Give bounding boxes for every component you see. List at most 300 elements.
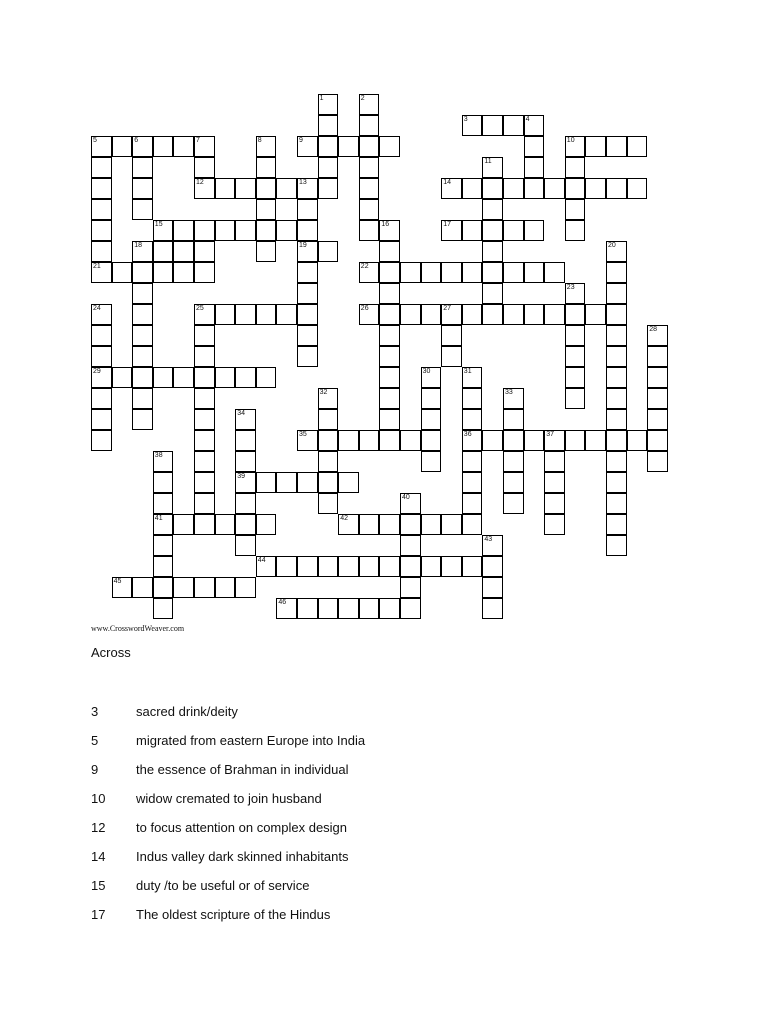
grid-cell bbox=[215, 577, 236, 598]
grid-cell bbox=[173, 367, 194, 388]
grid-cell bbox=[400, 535, 421, 556]
grid-cell bbox=[132, 136, 153, 157]
grid-cell bbox=[132, 283, 153, 304]
grid-cell bbox=[235, 430, 256, 451]
clue-number: 14 bbox=[91, 849, 106, 864]
grid-cell bbox=[400, 304, 421, 325]
grid-cell bbox=[379, 241, 400, 262]
grid-cell bbox=[379, 409, 400, 430]
grid-cell bbox=[112, 136, 133, 157]
grid-number: 9 bbox=[299, 137, 303, 144]
grid-cell bbox=[194, 367, 215, 388]
grid-cell bbox=[173, 262, 194, 283]
grid-cell bbox=[194, 241, 215, 262]
grid-cell bbox=[359, 514, 380, 535]
grid-cell bbox=[379, 304, 400, 325]
grid-cell bbox=[647, 388, 668, 409]
grid-cell bbox=[256, 472, 277, 493]
grid-cell bbox=[647, 409, 668, 430]
grid-cell bbox=[215, 220, 236, 241]
grid-cell bbox=[256, 136, 277, 157]
grid-cell bbox=[503, 451, 524, 472]
grid-cell bbox=[256, 556, 277, 577]
grid-cell bbox=[565, 304, 586, 325]
grid-cell bbox=[318, 409, 339, 430]
clue-number: 10 bbox=[91, 791, 106, 806]
grid-cell bbox=[132, 346, 153, 367]
grid-cell bbox=[421, 556, 442, 577]
grid-cell bbox=[359, 262, 380, 283]
grid-cell bbox=[503, 220, 524, 241]
grid-cell bbox=[462, 220, 483, 241]
grid-number: 40 bbox=[402, 494, 410, 501]
grid-cell bbox=[297, 598, 318, 619]
grid-cell bbox=[338, 556, 359, 577]
grid-cell bbox=[565, 178, 586, 199]
grid-cell bbox=[627, 430, 648, 451]
grid-cell bbox=[153, 535, 174, 556]
grid-number: 12 bbox=[196, 179, 204, 186]
grid-cell bbox=[318, 451, 339, 472]
grid-cell bbox=[606, 367, 627, 388]
grid-cell bbox=[544, 514, 565, 535]
grid-cell bbox=[91, 388, 112, 409]
grid-number: 8 bbox=[257, 137, 262, 144]
grid-cell bbox=[359, 430, 380, 451]
grid-number: 5 bbox=[93, 137, 97, 144]
grid-cell bbox=[276, 556, 297, 577]
grid-cell bbox=[318, 115, 339, 136]
grid-cell bbox=[462, 472, 483, 493]
grid-number: 25 bbox=[196, 305, 204, 312]
grid-cell bbox=[173, 577, 194, 598]
grid-number: 46 bbox=[278, 599, 287, 606]
grid-cell bbox=[379, 262, 400, 283]
grid-cell bbox=[544, 178, 565, 199]
grid-number: 29 bbox=[93, 368, 101, 375]
grid-cell bbox=[153, 493, 174, 514]
grid-number: 34 bbox=[237, 410, 245, 417]
grid-cell bbox=[524, 304, 545, 325]
grid-cell bbox=[153, 136, 174, 157]
grid-cell bbox=[379, 388, 400, 409]
grid-cell bbox=[215, 304, 236, 325]
grid-cell bbox=[194, 304, 215, 325]
grid-cell bbox=[297, 556, 318, 577]
grid-cell bbox=[565, 367, 586, 388]
grid-cell bbox=[482, 535, 503, 556]
grid-cell bbox=[91, 136, 112, 157]
grid-cell bbox=[91, 178, 112, 199]
grid-cell bbox=[400, 598, 421, 619]
grid-cell bbox=[194, 472, 215, 493]
grid-cell bbox=[606, 325, 627, 346]
grid-cell bbox=[276, 178, 297, 199]
grid-cell bbox=[524, 262, 545, 283]
grid-cell bbox=[482, 241, 503, 262]
grid-cell bbox=[194, 136, 215, 157]
grid-cell bbox=[235, 535, 256, 556]
grid-cell bbox=[359, 199, 380, 220]
grid-cell bbox=[503, 262, 524, 283]
grid-cell bbox=[544, 472, 565, 493]
grid-cell bbox=[421, 262, 442, 283]
grid-cell bbox=[256, 514, 277, 535]
grid-cell bbox=[606, 430, 627, 451]
grid-cell bbox=[132, 367, 153, 388]
grid-cell bbox=[235, 451, 256, 472]
grid-cell bbox=[91, 262, 112, 283]
grid-cell bbox=[482, 220, 503, 241]
grid-cell bbox=[297, 178, 318, 199]
grid-cell bbox=[235, 472, 256, 493]
clue-text: Indus valley dark skinned inhabitants bbox=[136, 849, 349, 864]
grid-cell bbox=[318, 157, 339, 178]
grid-cell bbox=[132, 577, 153, 598]
grid-cell bbox=[482, 157, 503, 178]
grid-cell bbox=[421, 388, 442, 409]
grid-cell bbox=[215, 178, 236, 199]
grid-cell bbox=[565, 325, 586, 346]
grid-cell bbox=[503, 178, 524, 199]
grid-cell bbox=[297, 472, 318, 493]
grid-cell bbox=[441, 220, 462, 241]
grid-cell bbox=[462, 367, 483, 388]
grid-cell bbox=[338, 514, 359, 535]
grid-cell bbox=[565, 430, 586, 451]
grid-number: 26 bbox=[360, 305, 369, 312]
grid-cell bbox=[359, 115, 380, 136]
grid-cell bbox=[153, 577, 174, 598]
grid-cell bbox=[524, 115, 545, 136]
grid-cell bbox=[318, 136, 339, 157]
grid-cell bbox=[462, 262, 483, 283]
grid-cell bbox=[297, 241, 318, 262]
grid-cell bbox=[400, 514, 421, 535]
grid-cell bbox=[482, 577, 503, 598]
grid-cell bbox=[503, 388, 524, 409]
grid-number: 17 bbox=[443, 221, 451, 228]
across-heading: Across bbox=[91, 645, 131, 660]
grid-cell bbox=[256, 178, 277, 199]
clue-text: sacred drink/deity bbox=[136, 704, 238, 719]
grid-cell bbox=[194, 388, 215, 409]
grid-cell bbox=[421, 304, 442, 325]
grid-number: 21 bbox=[93, 263, 101, 270]
grid-cell bbox=[132, 325, 153, 346]
grid-cell bbox=[338, 136, 359, 157]
grid-cell bbox=[565, 388, 586, 409]
grid-cell bbox=[503, 115, 524, 136]
grid-cell bbox=[482, 262, 503, 283]
grid-cell bbox=[441, 346, 462, 367]
grid-cell bbox=[544, 430, 565, 451]
grid-number: 23 bbox=[566, 284, 575, 291]
grid-cell bbox=[297, 262, 318, 283]
grid-number: 32 bbox=[319, 389, 328, 396]
grid-number: 39 bbox=[237, 473, 245, 480]
grid-cell bbox=[482, 598, 503, 619]
clue-text: to focus attention on complex design bbox=[136, 820, 348, 835]
grid-number: 11 bbox=[484, 158, 492, 165]
grid-cell bbox=[112, 367, 133, 388]
grid-cell bbox=[91, 241, 112, 262]
grid-cell bbox=[256, 157, 277, 178]
grid-cell bbox=[173, 241, 194, 262]
grid-cell bbox=[297, 325, 318, 346]
grid-cell bbox=[194, 451, 215, 472]
grid-cell bbox=[318, 472, 339, 493]
grid-cell bbox=[359, 157, 380, 178]
grid-number: 43 bbox=[484, 536, 493, 543]
grid-number: 28 bbox=[649, 326, 657, 333]
grid-cell bbox=[194, 493, 215, 514]
clue-number: 5 bbox=[91, 733, 99, 748]
grid-cell bbox=[235, 304, 256, 325]
grid-cell bbox=[462, 556, 483, 577]
grid-cell bbox=[565, 157, 586, 178]
grid-cell bbox=[153, 514, 174, 535]
grid-cell bbox=[482, 283, 503, 304]
clue-text: migrated from eastern Europe into India bbox=[136, 733, 366, 748]
grid-number: 35 bbox=[299, 431, 307, 438]
grid-cell bbox=[91, 220, 112, 241]
grid-cell bbox=[606, 346, 627, 367]
grid-cell bbox=[256, 199, 277, 220]
grid-cell bbox=[524, 430, 545, 451]
grid-cell bbox=[338, 472, 359, 493]
grid-cell bbox=[379, 346, 400, 367]
grid-cell bbox=[153, 472, 174, 493]
grid-cell bbox=[379, 556, 400, 577]
grid-cell bbox=[627, 178, 648, 199]
grid-cell bbox=[359, 136, 380, 157]
grid-number: 4 bbox=[525, 116, 530, 123]
grid-cell bbox=[482, 304, 503, 325]
grid-cell bbox=[482, 556, 503, 577]
grid-cell bbox=[503, 430, 524, 451]
grid-cell bbox=[235, 220, 256, 241]
grid-cell bbox=[379, 325, 400, 346]
grid-cell bbox=[318, 241, 339, 262]
grid-cell bbox=[318, 388, 339, 409]
grid-cell bbox=[91, 325, 112, 346]
grid-cell bbox=[132, 388, 153, 409]
grid-number: 36 bbox=[463, 431, 472, 438]
grid-cell bbox=[441, 325, 462, 346]
grid-number: 13 bbox=[299, 179, 307, 186]
grid-number: 45 bbox=[113, 578, 122, 585]
grid-cell bbox=[503, 409, 524, 430]
grid-cell bbox=[215, 514, 236, 535]
grid-cell bbox=[256, 304, 277, 325]
grid-cell bbox=[379, 220, 400, 241]
grid-cell bbox=[235, 178, 256, 199]
grid-number: 41 bbox=[154, 515, 163, 522]
grid-cell bbox=[91, 367, 112, 388]
grid-cell bbox=[441, 178, 462, 199]
grid-cell bbox=[256, 241, 277, 262]
grid-cell bbox=[235, 493, 256, 514]
grid-cell bbox=[585, 136, 606, 157]
grid-cell bbox=[194, 430, 215, 451]
grid-number: 44 bbox=[257, 557, 266, 564]
grid-cell bbox=[215, 367, 236, 388]
grid-cell bbox=[400, 493, 421, 514]
grid-cell bbox=[544, 493, 565, 514]
grid-cell bbox=[173, 220, 194, 241]
grid-number: 22 bbox=[360, 263, 369, 270]
grid-cell bbox=[256, 220, 277, 241]
grid-number: 16 bbox=[381, 221, 390, 228]
grid-cell bbox=[462, 514, 483, 535]
grid-cell bbox=[482, 199, 503, 220]
grid-number: 7 bbox=[196, 137, 200, 144]
grid-cell bbox=[441, 514, 462, 535]
grid-cell bbox=[565, 199, 586, 220]
grid-cell bbox=[91, 346, 112, 367]
grid-cell bbox=[194, 346, 215, 367]
grid-cell bbox=[194, 514, 215, 535]
grid-cell bbox=[276, 220, 297, 241]
grid-cell bbox=[524, 220, 545, 241]
grid-number: 18 bbox=[134, 242, 142, 249]
grid-cell bbox=[462, 388, 483, 409]
grid-cell bbox=[359, 220, 380, 241]
grid-cell bbox=[91, 304, 112, 325]
grid-cell bbox=[276, 304, 297, 325]
grid-cell bbox=[297, 283, 318, 304]
grid-cell bbox=[606, 514, 627, 535]
clue-number: 9 bbox=[91, 762, 99, 777]
grid-cell bbox=[524, 178, 545, 199]
grid-number: 27 bbox=[443, 305, 451, 312]
clue-text: duty /to be useful or of service bbox=[136, 878, 310, 893]
grid-cell bbox=[379, 367, 400, 388]
grid-cell bbox=[132, 262, 153, 283]
grid-number: 15 bbox=[154, 221, 163, 228]
watermark: www.CrosswordWeaver.com bbox=[91, 624, 185, 633]
grid-cell bbox=[462, 451, 483, 472]
grid-cell bbox=[338, 598, 359, 619]
grid-cell bbox=[565, 136, 586, 157]
grid-cell bbox=[318, 94, 339, 115]
grid-cell bbox=[606, 409, 627, 430]
grid-cell bbox=[235, 367, 256, 388]
grid-number: 20 bbox=[608, 242, 616, 249]
grid-cell bbox=[441, 304, 462, 325]
grid-cell bbox=[297, 220, 318, 241]
grid-number: 19 bbox=[299, 242, 307, 249]
grid-cell bbox=[606, 388, 627, 409]
grid-cell bbox=[91, 199, 112, 220]
grid-cell bbox=[462, 430, 483, 451]
grid-cell bbox=[400, 577, 421, 598]
clue-text: The oldest scripture of the Hindus bbox=[136, 907, 331, 922]
grid-cell bbox=[606, 451, 627, 472]
grid-cell bbox=[647, 451, 668, 472]
grid-cell bbox=[482, 115, 503, 136]
grid-cell bbox=[297, 430, 318, 451]
grid-cell bbox=[132, 409, 153, 430]
grid-cell bbox=[400, 556, 421, 577]
grid-cell bbox=[194, 220, 215, 241]
grid-cell bbox=[565, 220, 586, 241]
grid-cell bbox=[606, 283, 627, 304]
grid-cell bbox=[421, 409, 442, 430]
grid-cell bbox=[462, 178, 483, 199]
grid-cell bbox=[565, 283, 586, 304]
grid-cell bbox=[359, 94, 380, 115]
grid-cell bbox=[379, 430, 400, 451]
grid-cell bbox=[359, 304, 380, 325]
grid-cell bbox=[606, 535, 627, 556]
grid-cell bbox=[462, 115, 483, 136]
grid-cell bbox=[606, 241, 627, 262]
grid-cell bbox=[359, 556, 380, 577]
grid-cell bbox=[297, 136, 318, 157]
grid-cell bbox=[194, 577, 215, 598]
grid-cell bbox=[647, 346, 668, 367]
grid-cell bbox=[91, 409, 112, 430]
grid-cell bbox=[235, 577, 256, 598]
clue-number: 15 bbox=[91, 878, 106, 893]
grid-cell bbox=[606, 472, 627, 493]
grid-cell bbox=[585, 304, 606, 325]
grid-cell bbox=[318, 178, 339, 199]
grid-cell bbox=[482, 178, 503, 199]
grid-cell bbox=[318, 598, 339, 619]
grid-cell bbox=[462, 304, 483, 325]
grid-cell bbox=[112, 577, 133, 598]
grid-number: 33 bbox=[505, 389, 513, 396]
grid-cell bbox=[153, 451, 174, 472]
grid-cell bbox=[359, 178, 380, 199]
clue-number: 17 bbox=[91, 907, 106, 922]
grid-cell bbox=[379, 136, 400, 157]
grid-cell bbox=[153, 262, 174, 283]
grid-cell bbox=[235, 409, 256, 430]
grid-cell bbox=[421, 367, 442, 388]
grid-number: 42 bbox=[340, 515, 348, 522]
grid-number: 31 bbox=[463, 368, 472, 375]
grid-cell bbox=[194, 178, 215, 199]
grid-cell bbox=[441, 556, 462, 577]
grid-cell bbox=[503, 304, 524, 325]
grid-cell bbox=[544, 451, 565, 472]
grid-cell bbox=[462, 409, 483, 430]
grid-number: 2 bbox=[360, 95, 365, 102]
grid-cell bbox=[379, 283, 400, 304]
grid-cell bbox=[338, 430, 359, 451]
grid-cell bbox=[276, 598, 297, 619]
grid-number: 3 bbox=[463, 116, 468, 123]
grid-cell bbox=[606, 136, 627, 157]
grid-cell bbox=[132, 304, 153, 325]
grid-number: 38 bbox=[154, 452, 163, 459]
grid-cell bbox=[297, 304, 318, 325]
grid-cell bbox=[379, 514, 400, 535]
clue-number: 3 bbox=[91, 704, 99, 719]
grid-cell bbox=[647, 325, 668, 346]
grid-cell bbox=[194, 325, 215, 346]
grid-cell bbox=[91, 430, 112, 451]
grid-number: 30 bbox=[422, 368, 431, 375]
grid-cell bbox=[153, 598, 174, 619]
grid-number: 10 bbox=[566, 137, 575, 144]
grid-cell bbox=[524, 136, 545, 157]
grid-cell bbox=[503, 493, 524, 514]
